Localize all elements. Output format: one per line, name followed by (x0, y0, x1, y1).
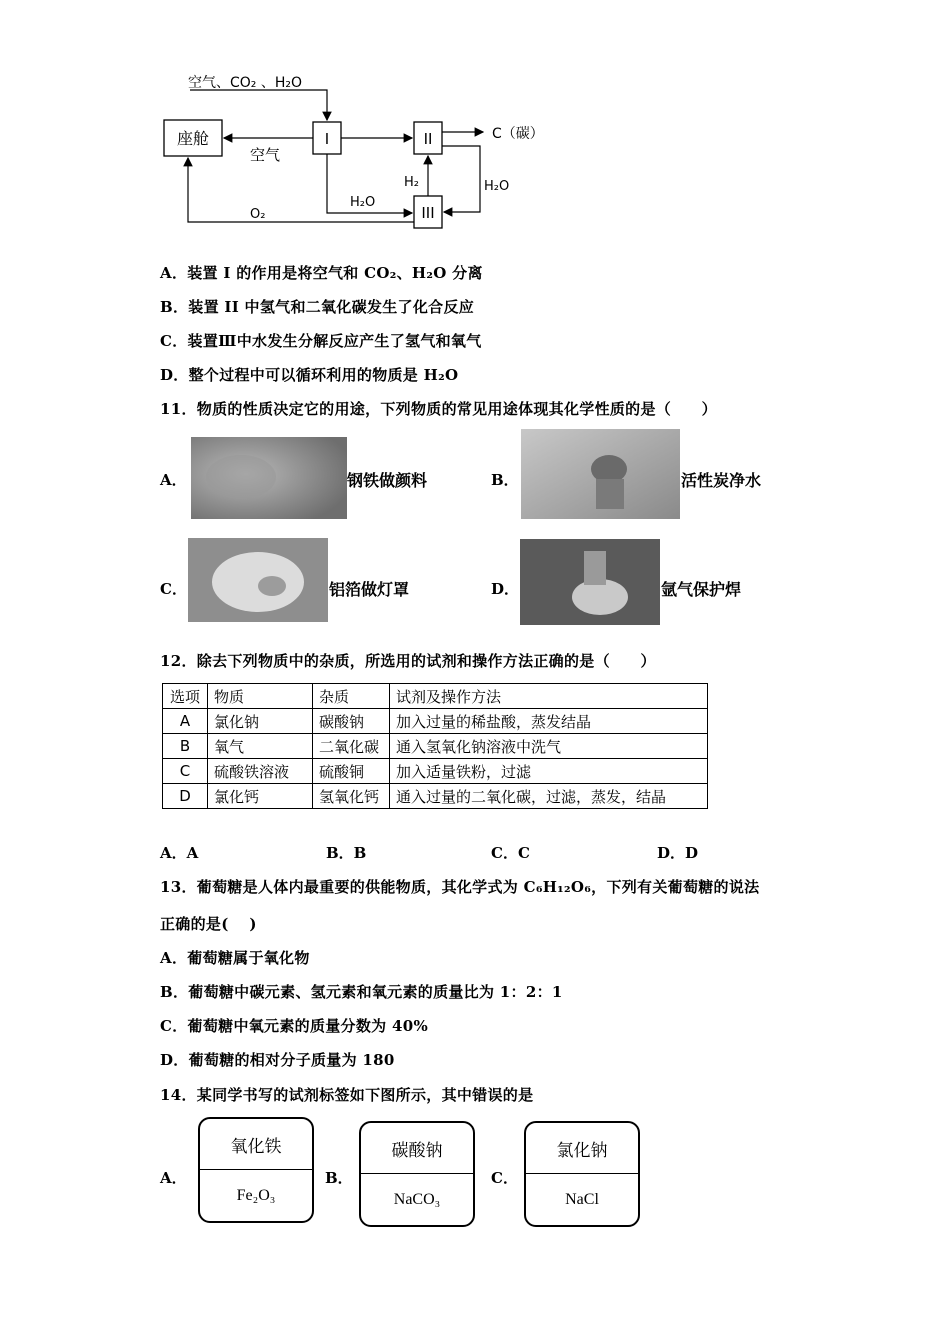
table-cell: 碳酸钠 (313, 709, 390, 734)
air-label: 空气 (250, 146, 281, 164)
o2-label: O₂ (250, 207, 266, 222)
table-cell: 硫酸铜 (313, 759, 390, 784)
device-2-label: II (423, 130, 433, 148)
reagent-label-b (359, 1121, 475, 1227)
table-cell: 通入氢氧化钠溶液中洗气 (390, 734, 708, 759)
q13-option-a: A．葡萄糖属于氧化物 (160, 949, 310, 967)
reagent-formula: NaCl (565, 1191, 599, 1208)
activated-carbon-photo (521, 429, 680, 519)
table-cell: A (163, 709, 208, 734)
q10-option-c: C．装置Ⅲ中水发生分解反应产生了氢气和氧气 (160, 332, 482, 350)
table-row (163, 759, 708, 784)
table-cell: 加入适量铁粉，过滤 (390, 759, 708, 784)
flow-diagram (150, 70, 570, 240)
table-cell: D (163, 784, 208, 809)
q11-stem: 11．物质的性质决定它的用途，下列物质的常见用途体现其化学性质的是（ ） (160, 400, 717, 418)
reagent-formula: NaCO₃ (393, 1191, 441, 1208)
table-cell: 氯化钠 (208, 709, 313, 734)
cabin-label: 座舱 (176, 129, 210, 148)
q13-option-c: C．葡萄糖中氧元素的质量分数为 40% (160, 1017, 428, 1035)
q11-option-c-label: C． (160, 580, 187, 598)
q13-option-b: B．葡萄糖中碳元素、氢元素和氧元素的质量比为 1：2：1 (160, 983, 563, 1001)
table-row (163, 734, 708, 759)
table-cell: 硫酸铁溶液 (208, 759, 313, 784)
q10-option-b: B．装置 II 中氢气和二氧化碳发生了化合反应 (160, 298, 475, 316)
q13-stem-line1: 13．葡萄糖是人体内最重要的供能物质，其化学式为 C₆H₁₂O₆，下列有关葡萄糖的说法 (160, 878, 760, 896)
q11-option-d-label: D． (491, 580, 520, 598)
q14-stem: 14．某同学书写的试剂标签如下图所示，其中错误的是 (160, 1086, 534, 1104)
table-header-row (163, 684, 708, 709)
h2o-right-label: H₂O (484, 179, 510, 194)
q13-option-d: D．葡萄糖的相对分子质量为 180 (160, 1051, 395, 1069)
table-cell: C (163, 759, 208, 784)
q12-answer-d: D．D (657, 844, 699, 862)
q10-option-d: D．整个过程中可以循环利用的物质是 H₂O (160, 366, 459, 384)
q11-option-c-caption: 铝箔做灯罩 (329, 580, 410, 599)
top-inputs-label: 空气、CO₂ 、H₂O (188, 75, 303, 91)
reagent-label-c (524, 1121, 640, 1227)
q12-answer-a: A．A (160, 844, 199, 862)
table-row (163, 784, 708, 809)
q14-option-b-label: B． (325, 1169, 353, 1187)
q12-table (162, 683, 708, 809)
h2o-left-label: H₂O (350, 195, 376, 210)
table-cell: 氯化钙 (208, 784, 313, 809)
table-cell: B (163, 734, 208, 759)
carbon-label: C（碳） (492, 126, 544, 142)
q10-option-a: A．装置 I 的作用是将空气和 CO₂、H₂O 分离 (160, 264, 483, 282)
q11-option-a-caption: 钢铁做颜料 (347, 471, 428, 490)
header-option: 选项 (163, 684, 208, 709)
q11-option-a-label: A． (160, 471, 187, 489)
q14-option-c-label: C． (491, 1169, 518, 1187)
reagent-formula: Fe₂O₃ (236, 1187, 276, 1204)
q11-option-b-label: B． (491, 471, 519, 489)
steel-photo (191, 437, 347, 519)
table-cell: 加入过量的稀盐酸，蒸发结晶 (390, 709, 708, 734)
table-cell: 氧气 (208, 734, 313, 759)
device-3-label: III (421, 204, 435, 222)
table-row (163, 709, 708, 734)
reagent-label-a (198, 1117, 314, 1223)
q13-stem-line2: 正确的是( ) (160, 915, 257, 933)
reagent-name: 碳酸钠 (361, 1123, 473, 1174)
table-cell: 通入过量的二氧化碳，过滤，蒸发，结晶 (390, 784, 708, 809)
q11-option-d-caption: 氩气保护焊 (661, 580, 742, 599)
table-cell: 二氧化碳 (313, 734, 390, 759)
header-substance: 物质 (208, 684, 313, 709)
header-impurity: 杂质 (313, 684, 390, 709)
q11-option-b-caption: 活性炭净水 (681, 471, 762, 490)
aluminum-foil-photo (188, 538, 328, 622)
q12-stem: 12．除去下列物质中的杂质，所选用的试剂和操作方法正确的是（ ） (160, 652, 656, 670)
q12-answer-b: B．B (326, 844, 367, 862)
argon-welding-photo (520, 539, 660, 625)
q14-option-a-label: A． (160, 1169, 187, 1187)
reagent-name: 氯化钠 (526, 1123, 638, 1174)
h2-label: H₂ (404, 175, 419, 190)
q12-answer-c: C．C (491, 844, 530, 862)
reagent-name: 氧化铁 (200, 1119, 312, 1170)
device-1-label: I (324, 130, 330, 148)
header-method: 试剂及操作方法 (390, 684, 708, 709)
table-cell: 氢氧化钙 (313, 784, 390, 809)
